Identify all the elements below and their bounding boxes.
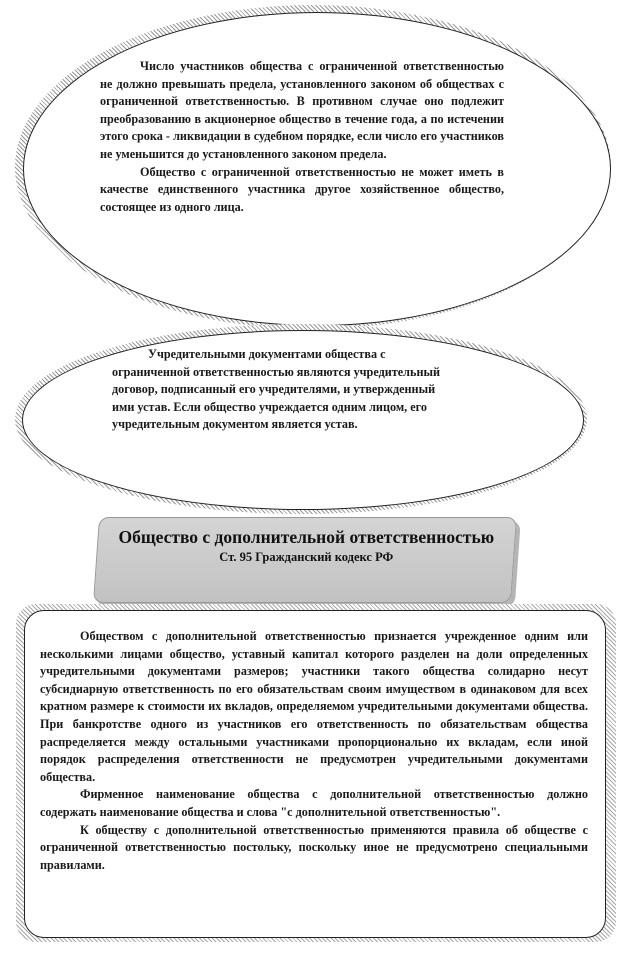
ellipse-1-paragraph-2: Общество с ограниченной ответственностью не может иметь в качестве единственного участника другое хозяйственное общество, состоящее из одного лица.: [100, 164, 504, 214]
definition-paragraph-1: Обществом с дополнительной ответственностью признается учрежденное одним или несколькими лицами общество, уставный капитал которого разделен на доли определенных учредительными документами размеров; участники такого общества солидарно несут субсидиарную ответственность по его обязательствам своим имуществом в одинаковом для всех кратном размере к стоимости их вкладов, определяемом учредительными документами общества. При банкротстве одного из участников его ответственность по обязательствам общества распределяется между остальными участниками пропорционально их вкладам, если иной порядок распределения ответственности не предусмотрен учредительными документами общества.: [40, 629, 588, 784]
title-main: Общество с дополнительной ответственностью: [118, 527, 495, 547]
definition-paragraph-2: Фирменное наименование общества с дополнительной ответственностью должно содержать наименование общества и слова "с дополнительной ответственностью".: [40, 787, 588, 819]
title-subtitle: Ст. 95 Гражданский кодекс РФ: [219, 550, 394, 564]
title-box: [93, 517, 517, 603]
ellipse-2-text: [112, 346, 452, 434]
definition-paragraph-3: К обществу с дополнительной ответственностью применяются правила об обществе с ограниченной ответственностью постольку, поскольку иное не предусмотрено специальными правилами.: [40, 822, 588, 872]
ellipse-2-paragraph-1: Учредительными документами общества с ограниченной ответственностью являются учредительный договор, подписанный его учредителями, и утвержденный ими устав. Если общество учреждается одним лицом, его учредительным документом является устав.: [112, 347, 441, 432]
definition-text: [40, 628, 588, 874]
ellipse-1-text: [100, 58, 504, 216]
ellipse-1-paragraph-1: Число участников общества с ограниченной ответственностью не должно превышать предела, установленного законом об обществах с ограниченной ответственностью. В противном случае оно подлежит преобразованию в акционерное общество в течение года, а по истечении этого срока - ликвидации в судебном порядке, если число его участников не уменьшится до установленного законом предела.: [100, 59, 504, 161]
